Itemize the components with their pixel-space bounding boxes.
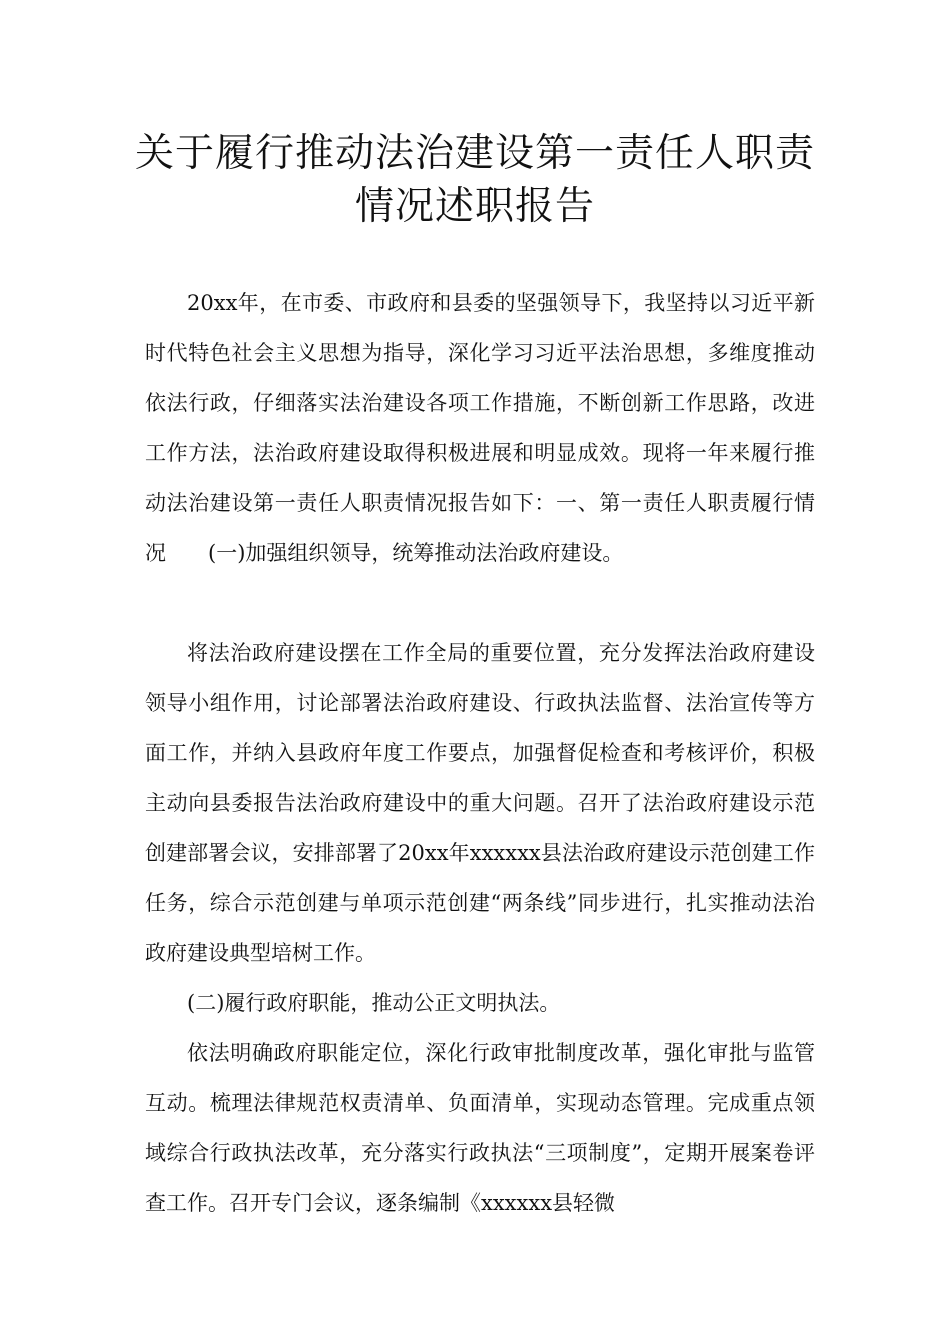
section-heading: (二)履行政府职能，推动公正文明执法。 bbox=[187, 991, 561, 1015]
body-paragraph-3-block bbox=[145, 1028, 815, 1228]
body-paragraph: 将法治政府建设摆在工作全局的重要位置，充分发挥法治政府建设领导小组作用，讨论部署法治政府建设、行政执法监督、法治宣传等方面工作，并纳入县政府年度工作要点，加强督促检查和考核评价，积极主动向县委报告法治政府建设中的重大问题。召开了法治政府建设示范创建部署会议，安排部署了20xx年xxxxxx县法治政府建设示范创建工作任务，综合示范创建与单项示范创建“两条线”同步进行，扎实推动法治政府建设典型培树工作。 bbox=[145, 641, 815, 965]
body-paragraph: 20xx年，在市委、市政府和县委的坚强领导下，我坚持以习近平新时代特色社会主义思想为指导，深化学习习近平法治思想，多维度推动依法行政，仔细落实法治建设各项工作措施，不断创新工作思路，改进工作方法，法治政府建设取得积极进展和明显成效。现将一年来履行推动法治建设第一责任人职责情况报告如下：一、第一责任人职责履行情况 (一)加强组织领导，统筹推动法治政府建设。 bbox=[145, 291, 815, 565]
document-title-line-2: 情况述职报告 bbox=[354, 184, 595, 229]
section-heading-block bbox=[145, 978, 815, 1028]
body-paragraph: 依法明确政府职能定位，深化行政审批制度改革，强化审批与监管互动。梳理法律规范权责清单、负面清单，实现动态管理。完成重点领域综合行政执法改革，充分落实行政执法“三项制度”，定期开展案卷评查工作。召开专门会议，逐条编制《xxxxxx县轻微 bbox=[145, 1041, 815, 1215]
document-title-line-1: 关于履行推动法治建设第一责任人职责 bbox=[134, 131, 815, 176]
body-paragraph-1-block bbox=[145, 278, 815, 578]
body-paragraph-2-block bbox=[145, 628, 815, 978]
